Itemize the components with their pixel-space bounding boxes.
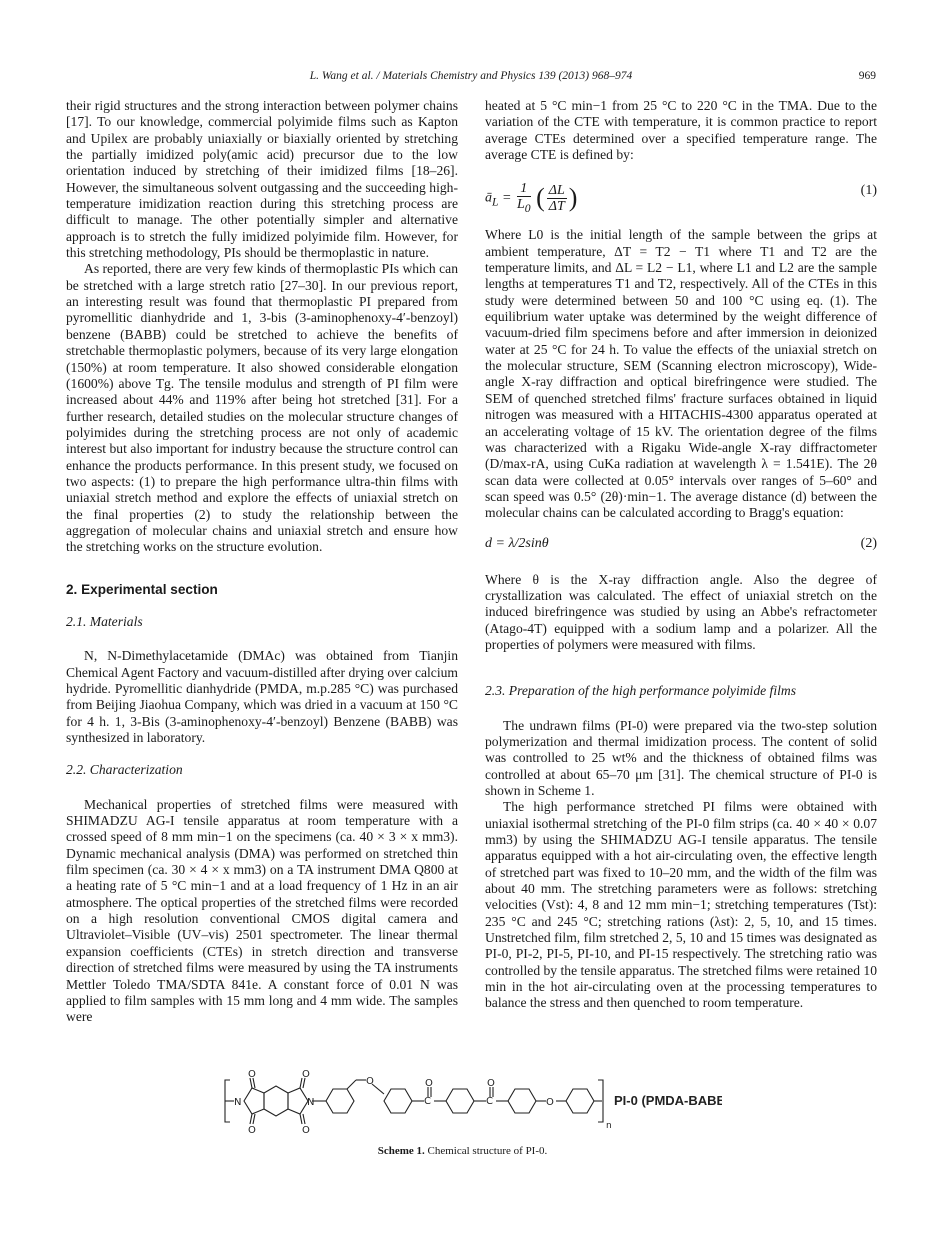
scheme-caption-label: Scheme 1. bbox=[377, 1145, 425, 1157]
page-number: 969 bbox=[858, 70, 876, 82]
paragraph: The high performance stretched PI films were obtained with uniaxial isothermal stretching of the PI-0 film strips (ca. 40 × 40 × 0.07 mm3) by using the SHIMADZU AG-I tensile apparatus. The tensile apparatus equipped with a hot air-circulating oven, the effective length of stretched part was fixed to 10–20 mm, and the width of the film was about 40 mm. The stretching parameters were as follows: stretching velocities (Vst): 4, 8 and 12 mm min−1; stretching temperatures (Tst): 235 °C and 245 °C; stretching rations (λst): 2, 5, 10, and 15 times. Unstretched film, film stretched 2, 5, 10 and 15 times was designated as PI-0, PI-2, PI-5, PI-10, and PI-15 respectively. The stretching ratio was controlled by the tensile apparatus. The stretched films were retained 10 min in the hot air-circulating oven at the processing temperatures to balance the stress and then quenched to room temperature. bbox=[485, 799, 877, 1011]
paragraph: Mechanical properties of stretched films were measured with SHIMADZU AG-I tensile apparatus at room temperature with a crossed speed of 8 mm min−1 on the specimens (ca. 40 × 3 × x mm3). Dynamic mechanical analysis (DMA) was performed on stretched thin film specimen (ca. 30 × 4 × x mm3) on a TA instrument DMA Q800 at a heating rate of 5 °C min−1 and at a load frequency of 1 Hz in an air atmosphere. The optical properties of the stretched films were recorded on a high resolution conventional CMOS digital camera and Ultraviolet–Visible (UV–vis) 2501 spectrometer. The linear thermal expansion coefficients (CTEs) in stretch direction and transverse direction of stretched films were measured by using the TA instruments Mettler Toledo TMA/SDTA 841e. A constant force of 0.01 N was applied to film samples with 15 mm long and 4 mm wide. The samples were bbox=[66, 796, 458, 1025]
subsection-heading: 2.1. Materials bbox=[66, 613, 143, 629]
svg-text:O: O bbox=[487, 1078, 495, 1089]
scheme-caption-text: Chemical structure of PI-0. bbox=[427, 1145, 548, 1157]
subsection-heading: 2.3. Preparation of the high performance polyimide films bbox=[485, 683, 796, 699]
svg-text:O: O bbox=[302, 1069, 310, 1080]
svg-text:O: O bbox=[248, 1125, 256, 1134]
subsection-heading: 2.2. Characterization bbox=[66, 762, 183, 778]
equation-1-number: (1) bbox=[860, 183, 877, 199]
paragraph: Where θ is the X-ray diffraction angle. Also the degree of crystallization was calculated. The effect of uniaxial stretch on the induced birefringence was studied by using an Abbe's refractometer (Atago-4T) equipped with a sodium lamp and a polarizer. All the properties of polymers were measured with films. bbox=[485, 571, 877, 652]
svg-text:O: O bbox=[425, 1078, 433, 1089]
svg-text:C: C bbox=[424, 1096, 431, 1107]
equation-2 bbox=[485, 534, 877, 560]
svg-text:N: N bbox=[234, 1097, 242, 1108]
equation-1-expression: $ā_L$ = $\frac{1}{L_0}$ ( $\frac{\Delta L}{\Delta T}$ ) bbox=[485, 181, 578, 216]
equation-2-number: (2) bbox=[860, 535, 877, 551]
svg-text:O: O bbox=[302, 1125, 310, 1134]
running-title: L. Wang et al. / Materials Chemistry and Physics 139 (2013) 968–974 bbox=[309, 70, 633, 82]
paragraph: N, N-Dimethylacetamide (DMAc) was obtained from Tianjin Chemical Agent Factory and vacuum-distilled after drying over calcium hydride. Pyromellitic dianhydride (PMDA, m.p.285 °C) was purchased from Beijing Jiaohua Company, which was dried in a vacuum at 150 °C for 4 h. 1, 3-Bis (3-aminophenoxy-4′-benzoyl) Benzene (BABB) was synthesized in laboratory. bbox=[66, 648, 458, 746]
equation-1 bbox=[485, 175, 877, 215]
scheme-caption bbox=[0, 1145, 925, 1157]
paragraph: their rigid structures and the strong interaction between polymer chains [17]. To our knowledge, commercial polyimide films such as Kapton and Upilex are probably uniaxially or biaxially oriented by stretching the partially imidized poly(amic acid) precursor due to the low orientation induced by stretching of their imidized films [18–26]. However, the simultaneous solvent outgassing and the succeeding high-temperature imidization reaction during this stretching process are difficult to manage. The other potentially simpler and alternative approach is to stretch the fully imidized polyimide film. However, for this stretching methodology, PIs should be thermoplastic in nature. bbox=[66, 98, 458, 261]
repeat-unit-subscript: n bbox=[606, 1121, 612, 1131]
svg-text:C: C bbox=[486, 1096, 493, 1107]
paragraph: heated at 5 °C min−1 from 25 °C to 220 °C in the TMA. Due to the variation of the CTE with temperature, it is common practice to report average CTEs determined over a specified temperature range. The average CTE is defined by: bbox=[485, 98, 877, 163]
running-head bbox=[66, 70, 876, 86]
chemical-structure-drawing bbox=[222, 1068, 722, 1134]
paragraph: Where L0 is the initial length of the sample between the grips at ambient temperature, ΔT = T2 − T1 where T1 and T2 are the temperature limits, and ΔL = L2 − L1, where L1 and L2 are the sample lengths at temperatures T1 and T2, respectively. All of the CTEs in this study were determined between 50 and 100 °C using eq. (1). The equilibrium water uptake was determined by the weight difference of vacuum-dried film specimens before and after immersion in deionized water at 25 °C for 24 h. To value the effects of the uniaxial stretch on the molecular structure, SEM (Scanning electron microscopy), Wide-angle X-ray diffraction and optical birefringence were studied. The SEM of quenched stretched films' fracture surfaces obtained in liquid nitrogen was measured with a HITACHIS-4300 apparatus operated at an accelerating voltage of 15 kV. The orientation degree of the films was characterized with a Rigaku Wide-angle X-ray diffractometer (D/max-rA, using CuKa radiation at wavelength λ = 1.541E). The 2θ scan data were collected at 0.05° intervals over ranges of 5–60° and scan speed was 0.5° (2θ)·min−1. The average distance (d) between the molecular chains can be calculated according to Bragg's equation: bbox=[485, 227, 877, 521]
scheme-label: PI-0 (PMDA-BABB) bbox=[614, 1093, 722, 1108]
paragraph: The undrawn films (PI-0) were prepared via the two-step solution polymerization and thermal imidization process. The content of solid was controlled to 25 wt% and the thickness of obtained films was controlled at about 65–70 μm [31]. The chemical structure of PI-0 is shown in Scheme 1. bbox=[485, 717, 877, 798]
svg-text:N: N bbox=[307, 1097, 315, 1108]
svg-text:O: O bbox=[546, 1097, 554, 1108]
section-heading: 2. Experimental section bbox=[66, 581, 218, 597]
svg-text:O: O bbox=[366, 1076, 374, 1087]
left-column bbox=[66, 98, 458, 1026]
equation-2-expression: d = λ/2sinθ bbox=[485, 535, 549, 551]
right-column bbox=[485, 98, 877, 1012]
paragraph: As reported, there are very few kinds of thermoplastic PIs which can be stretched with a large stretch ratio [27–30]. In our previous report, an interesting result was found that thermoplastic PI prepared from pyromellitic dianhydride and 1, 3-bis (3-aminophenoxy-4′-benzoyl) benzene (BABB) could be stretched to achieve the benefits of stretchable thermoplastic polymers, because of its very large elongation (150%) at room temperature. It also showed considerable elongation (1600%) above Tg. The tensile modulus and strength of PI film were increased about 44% and 119% after being hot stretched [31]. For a further research, detailed studies on the molecular structure changes of polyimides during the stretching process are not only of academic interest but also important for industry because the structure control can enhance the products performance. In this present study, we focused on two aspects: (1) to prepare the high performance ultra-thin films with uniaxial stretch method and explore the effects of uniaxial stretch on the final properties (2) to study the relationship between the aggregation of molecular chains and uniaxial stretch and ensure how the stretching works on the structure evolution. bbox=[66, 261, 458, 555]
scheme-1-structure bbox=[222, 1068, 722, 1134]
svg-text:O: O bbox=[248, 1069, 256, 1080]
